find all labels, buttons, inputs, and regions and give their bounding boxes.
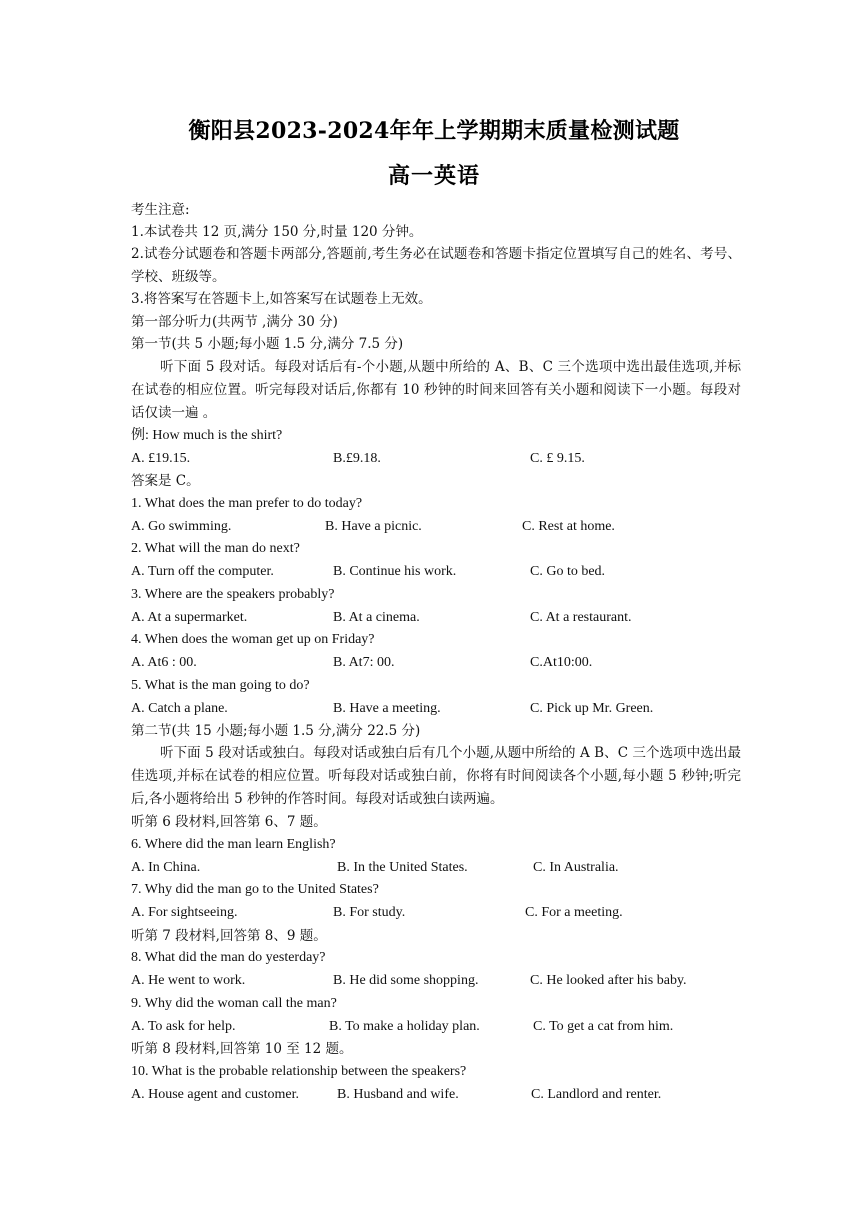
q3-option-c: C. At a restaurant. (530, 610, 632, 625)
q3-option-a: A. At a supermarket. (131, 610, 248, 625)
q2-option-a: A. Turn off the computer. (131, 564, 274, 579)
section1-heading: 第一节(共 5 小题;每小题 1.5 分,满分 7.5 分) (131, 336, 404, 352)
q5-option-c: C. Pick up Mr. Green. (530, 701, 654, 716)
q10-option-b: B. Husband and wife. (337, 1087, 459, 1102)
q10-option-a: A. House agent and customer. (131, 1087, 299, 1102)
notice-heading: 考生注意: (131, 202, 190, 218)
part1-heading: 第一部分听力(共两节 ,满分 30 分) (131, 314, 338, 330)
q1-option-c: C. Rest at home. (522, 519, 615, 534)
question-1: 1. What does the man prefer to do today? (131, 496, 363, 511)
q10-option-c: C. Landlord and renter. (531, 1087, 662, 1102)
q2-option-b: B. Continue his work. (333, 564, 457, 579)
example-option-b: B.£9.18. (333, 451, 381, 466)
q4-option-b: B. At7: 00. (333, 655, 395, 670)
q6-option-c: C. In Australia. (533, 860, 619, 875)
material-6-heading: 听第 6 段材料,回答第 6、7 题。 (131, 814, 327, 830)
q4-option-a: A. At6 : 00. (131, 655, 197, 670)
q6-option-b: B. In the United States. (337, 860, 468, 875)
q6-option-a: A. In China. (131, 860, 201, 875)
q5-option-b: B. Have a meeting. (333, 701, 441, 716)
q9-option-a: A. To ask for help. (131, 1019, 236, 1034)
example-option-c: C. £ 9.15. (530, 451, 585, 466)
question-6: 6. Where did the man learn English? (131, 837, 336, 852)
q9-option-b: B. To make a holiday plan. (329, 1019, 480, 1034)
notice-item-2: 2.试卷分试题卷和答题卡两部分,答题前,考生务必在试题卷和答题卡指定位置填写自己的姓名、考号、学校、班级等。 (131, 246, 741, 285)
question-4: 4. When does the woman get up on Friday? (131, 632, 375, 647)
example-option-a: A. £19.15. (131, 451, 191, 466)
section1-instructions: 听下面 5 段对话。每段对话后有-个小题,从题中所给的 A、B、C 三个选项中选出最佳选项,并标在试卷的相应位置。听完每段对话后,你都有 10 秒钟的时间来回答有关小题和阅读下一小题。每段对话仅读一遍 。 (131, 359, 741, 421)
q7-option-a: A. For sightseeing. (131, 905, 238, 920)
q7-option-c: C. For a meeting. (525, 905, 623, 920)
exam-subtitle: 高一英语 (387, 163, 480, 189)
q8-option-c: C. He looked after his baby. (530, 973, 687, 988)
question-5: 5. What is the man going to do? (131, 678, 310, 693)
q2-option-c: C. Go to bed. (530, 564, 606, 579)
exam-title: 衡阳县2023-2024年年上学期期末质量检测试题 (188, 118, 680, 144)
notice-item-1: 1.本试卷共 12 页,满分 150 分,时量 120 分钟。 (131, 224, 423, 240)
question-2: 2. What will the man do next? (131, 541, 300, 556)
q8-option-a: A. He went to work. (131, 973, 246, 988)
section2-heading: 第二节(共 15 小题;每小题 1.5 分,满分 22.5 分) (131, 723, 421, 739)
example-answer: 答案是 C。 (131, 473, 200, 489)
question-3: 3. Where are the speakers probably? (131, 587, 335, 602)
q1-option-b: B. Have a picnic. (325, 519, 422, 534)
q8-option-b: B. He did some shopping. (333, 973, 479, 988)
q5-option-a: A. Catch a plane. (131, 701, 228, 716)
question-7: 7. Why did the man go to the United States? (131, 882, 379, 897)
notice-item-3: 3.将答案写在答题卡上,如答案写在试题卷上无效。 (131, 291, 432, 307)
section2-instructions: 听下面 5 段对话或独白。每段对话或独白后有几个小题,从题中所给的 A B、C 三个选项中选出最佳选项,并标在试卷的相应位置。听每段对话或独白前，你将有时间阅读各个小题,每小题 5 秒钟;听完后,各小题将给出 5 秒钟的作答时间。每段对话或独白读两遍。 (131, 745, 741, 807)
question-10: 10. What is the probable relationship between the speakers? (131, 1064, 467, 1079)
q4-option-c: C.At10:00. (530, 655, 593, 670)
material-8-heading: 听第 8 段材料,回答第 10 至 12 题。 (131, 1041, 353, 1057)
q9-option-c: C. To get a cat from him. (533, 1019, 674, 1034)
q3-option-b: B. At a cinema. (333, 610, 420, 625)
q1-option-a: A. Go swimming. (131, 519, 232, 534)
material-7-heading: 听第 7 段材料,回答第 8、9 题。 (131, 928, 327, 944)
question-9: 9. Why did the woman call the man? (131, 996, 337, 1011)
example-question: 例: How much is the shirt? (131, 428, 283, 443)
q7-option-b: B. For study. (333, 905, 406, 920)
question-8: 8. What did the man do yesterday? (131, 950, 326, 965)
